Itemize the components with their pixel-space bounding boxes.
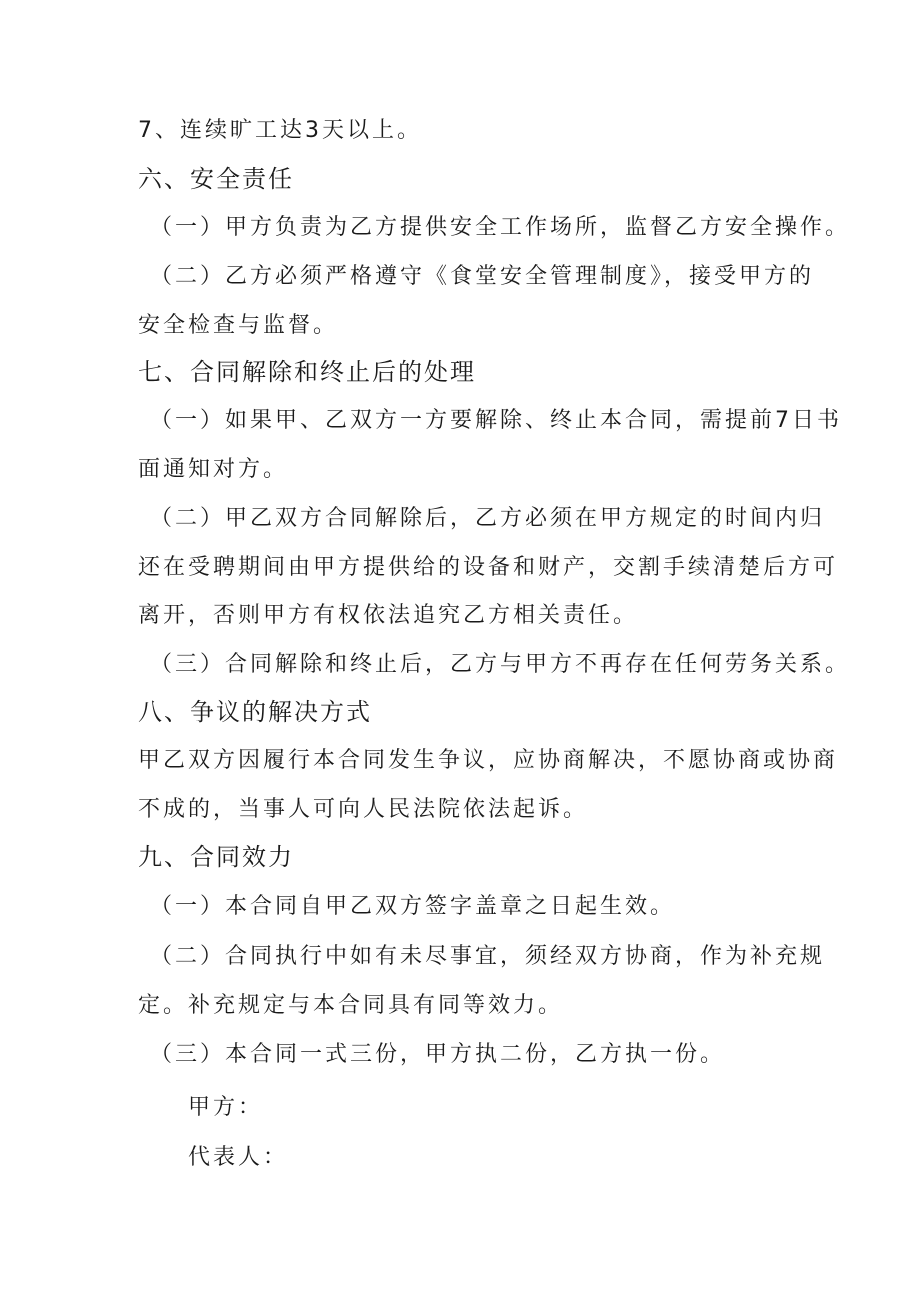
- paragraph-continuation: 不成的，当事人可向人民法院依法起诉。: [138, 797, 589, 822]
- paragraph-continuation: 离开，否则甲方有权依法追究乙方相关责任。: [138, 603, 639, 628]
- paragraph: （三）本合同一式三份，甲方执二份，乙方执一份。: [150, 1042, 726, 1067]
- paragraph-continuation: 还在受聘期间由甲方提供给的设备和财产，交割手续清楚后方可: [138, 555, 839, 580]
- paragraph: （二）合同执行中如有未尽事宜，须经双方协商，作为补充规: [150, 944, 826, 969]
- paragraph: （二）甲乙双方合同解除后，乙方必须在甲方规定的时间内归: [150, 506, 826, 531]
- signature-party-a-label: 甲方：: [188, 1095, 264, 1120]
- paragraph: （一）本合同自甲乙双方签字盖章之日起生效。: [150, 894, 676, 919]
- signature-representative-label: 代表人：: [188, 1145, 289, 1170]
- clause-item-7: 7、连续旷工达3天以上。: [138, 118, 422, 143]
- section-heading-safety: 六、安全责任: [138, 165, 294, 193]
- paragraph: 甲乙双方因履行本合同发生争议，应协商解决，不愿协商或协商: [138, 748, 839, 773]
- paragraph-continuation: 面通知对方。: [138, 457, 289, 482]
- paragraph-continuation: 定。补充规定与本合同具有同等效力。: [138, 993, 564, 1018]
- paragraph: （一）甲方负责为乙方提供安全工作场所，监督乙方安全操作。: [150, 215, 851, 240]
- section-heading-validity: 九、合同效力: [138, 843, 294, 871]
- section-heading-dispute: 八、争议的解决方式: [138, 698, 372, 726]
- paragraph: （一）如果甲、乙双方一方要解除、终止本合同，需提前7日书: [150, 408, 842, 433]
- section-heading-termination: 七、合同解除和终止后的处理: [138, 358, 476, 386]
- paragraph: （二）乙方必须严格遵守《食堂安全管理制度》，接受甲方的: [150, 264, 815, 289]
- paragraph: （三）合同解除和终止后，乙方与甲方不再存在任何劳务关系。: [150, 652, 851, 677]
- paragraph-continuation: 安全检查与监督。: [138, 313, 339, 338]
